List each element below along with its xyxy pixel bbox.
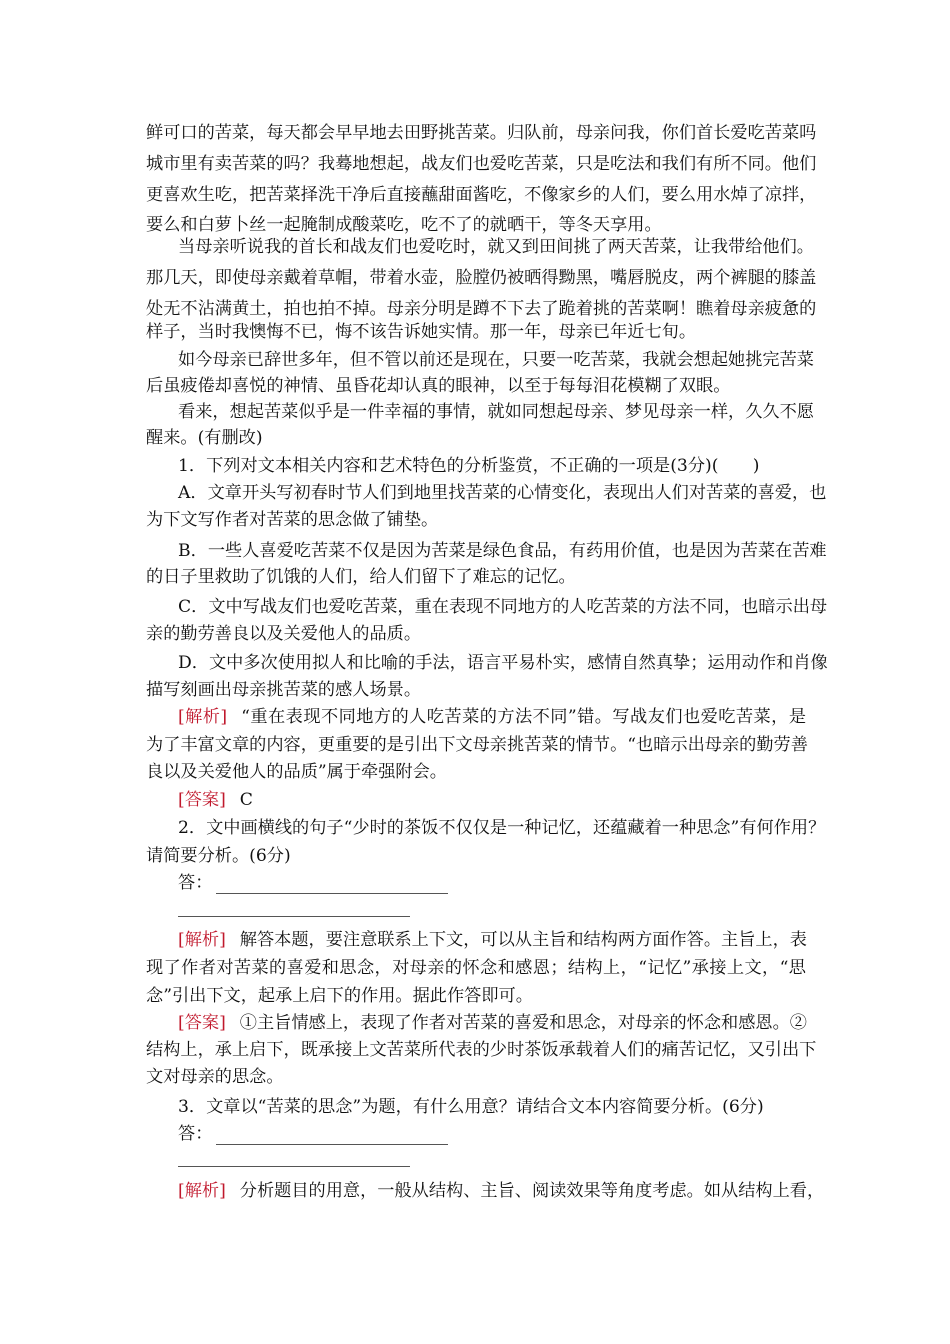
text-line: 那几天，即使母亲戴着草帽，带着水壶，脸膛仍被晒得黝黑，嘴唇脱皮，两个裤腿的膝盖 <box>146 268 817 288</box>
text-line: 看来，想起苦菜似乎是一件幸福的事情，就如同想起母亲、梦见母亲一样，久久不愿 <box>178 402 814 422</box>
answer-text: ①主旨情感上，表现了作者对苦菜的喜爱和思念，对母亲的怀念和感恩。② <box>239 1013 807 1033</box>
analysis-text: “重在表现不同地方的人吃苦菜的方法不同”错。写战友们也爱吃苦菜，是 <box>241 707 807 727</box>
text-line: 城市里有卖苦菜的吗？我蓦地想起，战友们也爱吃苦菜，只是吃法和我们有所不同。他们 <box>146 154 817 174</box>
question-1-stem: 1．下列对文本相关内容和艺术特色的分析鉴赏，不正确的一项是(3分)( ) <box>178 456 760 476</box>
analysis-line: 念”引出下文，起承上启下的作用。据此作答即可。 <box>146 986 533 1006</box>
answer-line: 结构上，承上启下，既承接上文苦菜所代表的少时茶饭承载着人们的痛苦记忆，又引出下 <box>146 1040 817 1060</box>
text-line: 醒来。(有删改) <box>146 428 263 448</box>
analysis-line: 现了作者对苦菜的喜爱和思念，对母亲的怀念和感恩；结构上，“记忆”承接上文，“思 <box>146 958 806 978</box>
analysis-line: 良以及关爱他人的品质”属于牵强附会。 <box>146 762 447 782</box>
answer-line: 文对母亲的思念。 <box>146 1067 284 1087</box>
question-2-stem: 2．文中画横线的句子“少时的茶饭不仅仅是一种记忆，还蕴藏着一种思念”有何作用？ <box>178 818 826 838</box>
analysis-tag: [解析] <box>178 930 226 950</box>
text-line: 处无不沾满黄土，拍也拍不掉。母亲分明是蹲不下去了跪着挑的苦菜啊！瞧着母亲疲惫的 <box>146 299 817 319</box>
text-line: 更喜欢生吃，把苦菜择洗干净后直接蘸甜面酱吃，不像家乡的人们，要么用水焯了凉拌， <box>146 185 817 205</box>
answer-blank[interactable] <box>216 875 448 894</box>
answer-blank[interactable] <box>216 1126 448 1145</box>
option-d: D．文中多次使用拟人和比喻的手法，语言平易朴实，感情自然真挚；运用动作和肖像 <box>178 653 828 673</box>
answer-tag: [答案] <box>178 1013 226 1033</box>
option-a: 为下文写作者对苦菜的思念做了铺垫。 <box>146 510 439 530</box>
answer-line <box>178 872 806 896</box>
analysis-line <box>178 706 806 730</box>
answer-line <box>178 1012 806 1036</box>
option-c: 亲的勤劳善良以及关爱他人的品质。 <box>146 624 422 644</box>
question-3-stem: 3．文章以“苦菜的思念”为题，有什么用意？请结合文本内容简要分析。(6分) <box>178 1097 764 1117</box>
analysis-line <box>178 1180 825 1204</box>
text-line: 鲜可口的苦菜，每天都会早早地去田野挑苦菜。归队前，母亲问我，你们首长爱吃苦菜吗 <box>146 123 817 143</box>
text-line: 当母亲听说我的首长和战友们也爱吃时，就又到田间挑了两天苦菜，让我带给他们。 <box>178 237 814 257</box>
option-d: 描写刻画出母亲挑苦菜的感人场景。 <box>146 680 422 700</box>
analysis-text: 分析题目的用意，一般从结构、主旨、阅读效果等角度考虑。如从结构上看， <box>239 1181 825 1201</box>
question-2-stem: 请简要分析。(6分) <box>146 846 291 866</box>
answer-line <box>178 1123 806 1147</box>
analysis-line: 为了丰富文章的内容，更重要的是引出下文母亲挑苦菜的情节。“也暗示出母亲的勤劳善 <box>146 735 808 755</box>
answer-blank-rule[interactable] <box>178 1166 410 1167</box>
answer-text: C <box>239 790 253 810</box>
option-b: B．一些人喜爱吃苦菜不仅是因为苦菜是绿色食品，有药用价值，也是因为苦菜在苦难 <box>178 541 827 561</box>
text-line: 要么和白萝卜丝一起腌制成酸菜吃，吃不了的就晒干，等冬天享用。 <box>146 215 662 235</box>
option-b: 的日子里救助了饥饿的人们，给人们留下了难忘的记忆。 <box>146 567 576 587</box>
analysis-text: 解答本题，要注意联系上下文，可以从主旨和结构两方面作答。主旨上，表 <box>239 930 807 950</box>
option-c: C．文中写战友们也爱吃苦菜，重在表现不同地方的人吃苦菜的方法不同，也暗示出母 <box>178 597 828 617</box>
analysis-tag: [解析] <box>178 707 228 727</box>
analysis-tag: [解析] <box>178 1181 226 1201</box>
answer-label: 答： <box>178 873 213 893</box>
answer-label: 答： <box>178 1124 213 1144</box>
text-line: 样子，当时我懊悔不已，悔不该告诉她实情。那一年，母亲已年近七旬。 <box>146 322 697 342</box>
answer-tag: [答案] <box>178 790 226 810</box>
answer-blank-rule[interactable] <box>178 916 410 917</box>
text-line: 后虽疲倦却喜悦的神情、虽昏花却认真的眼神，以至于每每泪花模糊了双眼。 <box>146 376 731 396</box>
answer-line <box>178 789 806 813</box>
text-line: 如今母亲已辞世多年，但不管以前还是现在，只要一吃苦菜，我就会想起她挑完苦菜 <box>178 350 814 370</box>
option-a: A．文章开头写初春时节人们到地里找苦菜的心情变化，表现出人们对苦菜的喜爱，也 <box>178 483 827 503</box>
analysis-line <box>178 929 806 953</box>
